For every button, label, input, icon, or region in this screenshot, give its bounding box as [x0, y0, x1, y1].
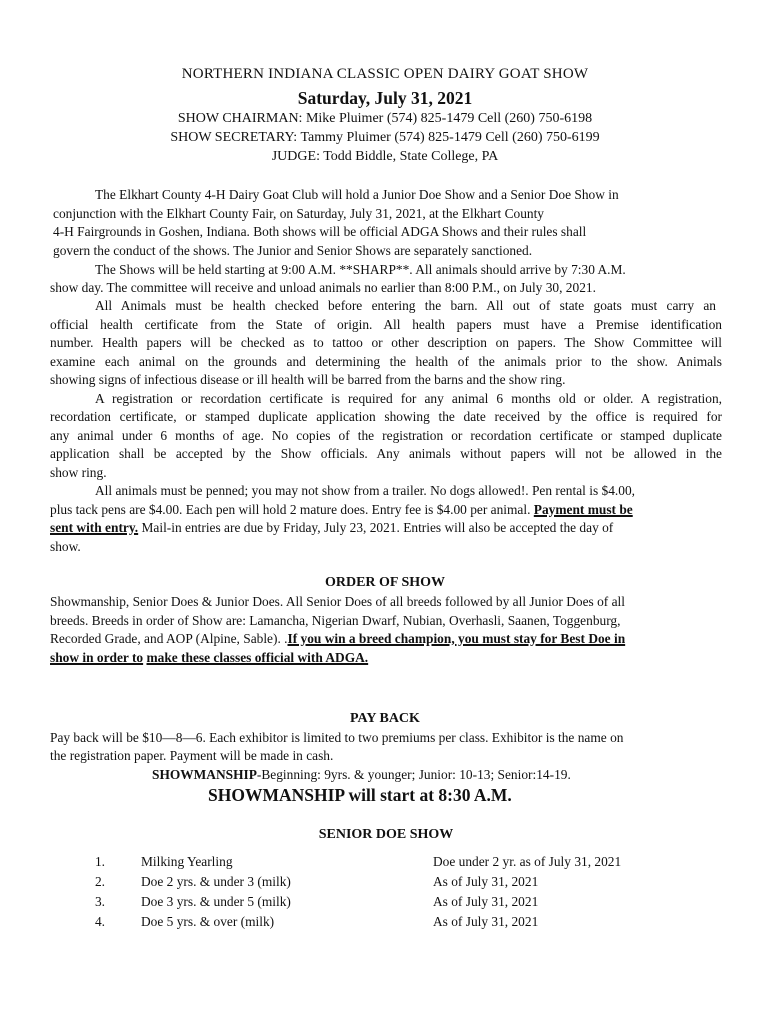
pay-back-heading: PAY BACK	[350, 711, 420, 726]
payment-notice: Payment must be	[533, 502, 633, 517]
showmanship-ages	[152, 766, 571, 784]
show-date: Saturday, July 31, 2021	[297, 88, 473, 108]
intro-p2-line: The Shows will be held starting at 9:00 A.M. **SHARP**. All animals should arrive by 7:30 A.M.	[95, 262, 626, 277]
class-name: Doe 5 yrs. & over (milk)	[141, 914, 275, 929]
class-number: 2.	[94, 874, 105, 889]
order-of-show-heading: ORDER OF SHOW	[324, 575, 446, 590]
intro-p1-line: The Elkhart County 4-H Dairy Goat Club will hold a Junior Doe Show and a Senior Doe Show in	[95, 187, 619, 202]
intro-p3-line: number. Health papers will be checked as to tattoo or other description on papers. The Show Committee will	[50, 335, 722, 350]
intro-p4-line: any animal under 6 months of age. No copies of the registration or recordation certificate or stamped duplicate	[50, 428, 722, 443]
mail-in-text: Mail-in entries are due by Friday, July 23, 2021. Entries will also be accepted the day of	[138, 520, 614, 535]
class-number: 3.	[94, 894, 105, 909]
breed-champion-notice: If you win a breed champion, you must stay for Best Doe in	[287, 631, 626, 646]
class-age: As of July 31, 2021	[433, 874, 539, 889]
intro-p5-line	[50, 501, 633, 519]
show-secretary: SHOW SECRETARY: Tammy Pluimer (574) 825-1479 Cell (260) 750-6199	[170, 130, 600, 145]
class-number: 4.	[94, 914, 105, 929]
class-name: Milking Yearling	[141, 854, 233, 869]
intro-p5-line: show.	[50, 539, 81, 554]
intro-p3-line: examine each animal on the grounds and determining the health of the animals prior to the show. Animals	[50, 354, 722, 369]
intro-p4-line: show ring.	[50, 465, 107, 480]
senior-doe-show-heading: SENIOR DOE SHOW	[318, 827, 454, 842]
order-line	[50, 649, 368, 667]
order-line	[50, 630, 625, 648]
judge: JUDGE: Todd Biddle, State College, PA	[271, 149, 499, 164]
pay-back-line: Pay back will be $10—8—6. Each exhibitor is limited to two premiums per class. Exhibitor is the name on	[50, 730, 624, 745]
class-age: Doe under 2 yr. as of July 31, 2021	[433, 854, 622, 869]
intro-p1-line: 4-H Fairgrounds in Goshen, Indiana. Both shows will be official ADGA Shows and their rules shall	[53, 224, 587, 239]
intro-p3-line: All Animals must be health checked before entering the barn. All out of state goats must carry an	[95, 298, 716, 313]
pen-fee-text: plus tack pens are $4.00. Each pen will hold 2 mature does. Entry fee is $4.00 per animal.	[50, 502, 534, 517]
show-title: NORTHERN INDIANA CLASSIC OPEN DAIRY GOAT SHOW	[181, 66, 589, 82]
breed-champion-notice-cont: show in order to	[50, 650, 144, 665]
order-line: Showmanship, Senior Does & Junior Does. All Senior Does of all breeds followed by all Junior Does of all	[50, 594, 625, 609]
intro-p3-line: showing signs of infectious disease or ill health will be barred from the barns and the show ring.	[50, 372, 566, 387]
intro-p1-line: govern the conduct of the shows. The Junior and Senior Shows are separately sanctioned.	[53, 243, 533, 258]
breed-champion-notice-end: make these classes official with ADGA.	[146, 650, 369, 665]
show-chairman: SHOW CHAIRMAN: Mike Pluimer (574) 825-1479 Cell (260) 750-6198	[177, 111, 593, 126]
intro-p4-line: A registration or recordation certificate is required for any animal 6 months old or older. A registration,	[95, 391, 722, 406]
order-line: breeds. Breeds in order of Show are: Lamancha, Nigerian Dwarf, Nubian, Overhasli, Saanen, Toggenburg,	[50, 613, 621, 628]
intro-p5-line: All animals must be penned; you may not show from a trailer. No dogs allowed!. Pen rental is $4.00,	[95, 483, 635, 498]
intro-p2-line: show day. The committee will receive and unload animals no earlier than 8:00 P.M., on July 30, 2021.	[50, 280, 596, 295]
breed-list-end: Recorded Grade, and AOP (Alpine, Sable). .	[50, 631, 288, 646]
intro-p1-line: conjunction with the Elkhart County Fair, on Saturday, July 31, 2021, at the Elkhart County	[53, 206, 545, 221]
payment-notice-cont: sent with entry.	[50, 520, 139, 535]
intro-p5-line	[50, 519, 613, 537]
class-name: Doe 3 yrs. & under 5 (milk)	[141, 894, 291, 909]
showmanship-start: SHOWMANSHIP will start at 8:30 A.M.	[208, 785, 512, 805]
class-age: As of July 31, 2021	[433, 914, 539, 929]
pay-back-line: the registration paper. Payment will be made in cash.	[50, 748, 334, 763]
class-name: Doe 2 yrs. & under 3 (milk)	[141, 874, 291, 889]
showmanship-ages-text: -Beginning: 9yrs. & younger; Junior: 10-13; Senior:14-19.	[256, 767, 571, 782]
showmanship-label: SHOWMANSHIP	[152, 767, 257, 782]
class-number: 1.	[94, 854, 105, 869]
intro-p4-line: recordation certificate, or stamped duplicate application showing the date received by the office is required for	[50, 409, 722, 424]
class-age: As of July 31, 2021	[433, 894, 539, 909]
intro-p4-line: application shall be accepted by the Show officials. Any animals without papers will not be allowed in the	[50, 446, 722, 461]
intro-p3-line: official health certificate from the State of origin. All health papers must have a Premise identification	[50, 317, 722, 332]
